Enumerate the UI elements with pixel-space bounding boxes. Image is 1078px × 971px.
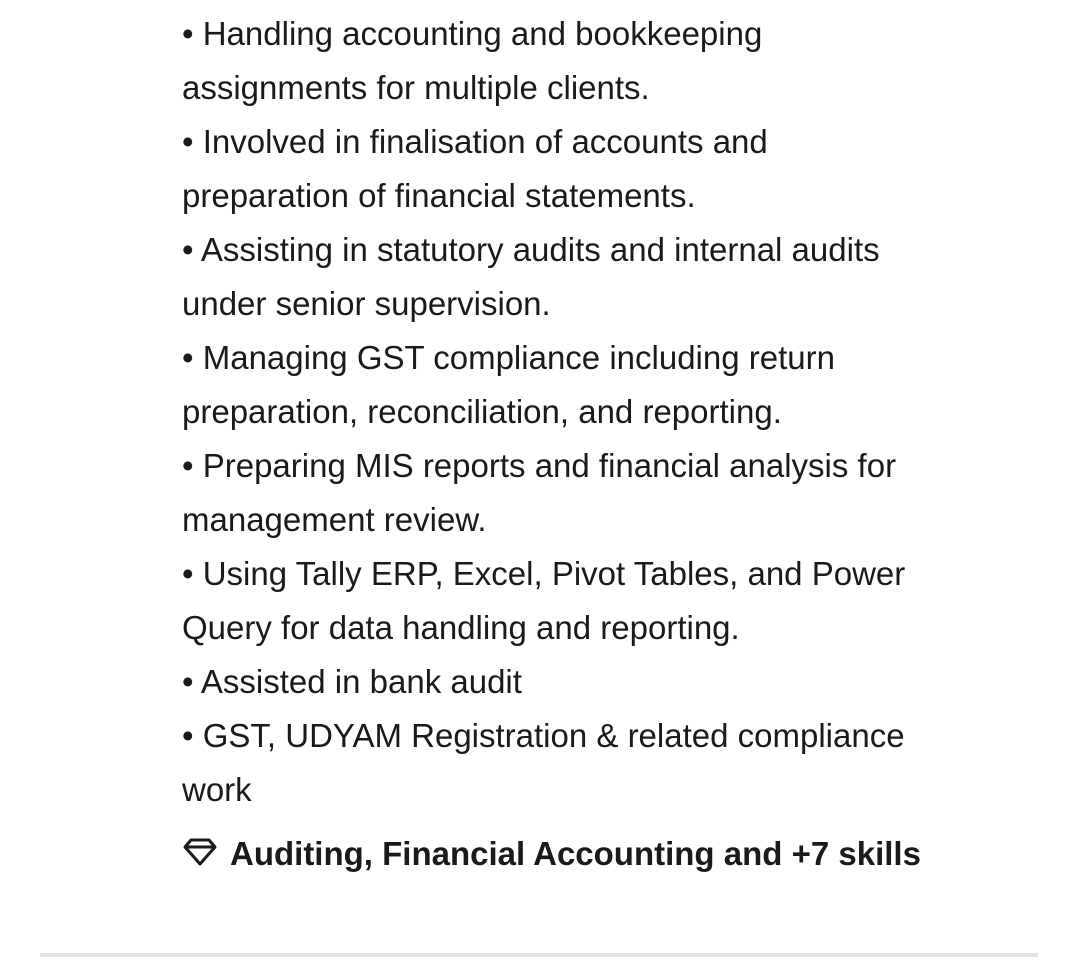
- section-divider: [40, 953, 1038, 957]
- responsibility-item: • Managing GST compliance including return preparation, reconciliation, and reporting.: [182, 339, 835, 430]
- responsibility-item: • Assisting in statutory audits and internal audits under senior supervision.: [182, 231, 880, 322]
- responsibility-item: • Using Tally ERP, Excel, Pivot Tables, and Power Query for data handling and reporting.: [182, 555, 906, 646]
- responsibility-item: • GST, UDYAM Registration & related compliance work: [182, 717, 905, 808]
- diamond-icon: [182, 833, 218, 863]
- experience-description: [182, 7, 942, 877]
- responsibility-item: • Involved in finalisation of accounts and preparation of financial statements.: [182, 123, 768, 214]
- responsibility-item: • Handling accounting and bookkeeping assignments for multiple clients.: [182, 15, 763, 106]
- responsibility-item: • Preparing MIS reports and financial analysis for management review.: [182, 447, 897, 538]
- skills-link[interactable]: [182, 831, 942, 877]
- responsibility-item: • Assisted in bank audit: [182, 663, 522, 700]
- responsibility-list: [182, 7, 942, 817]
- skills-label: Auditing, Financial Accounting and +7 skills: [230, 835, 921, 872]
